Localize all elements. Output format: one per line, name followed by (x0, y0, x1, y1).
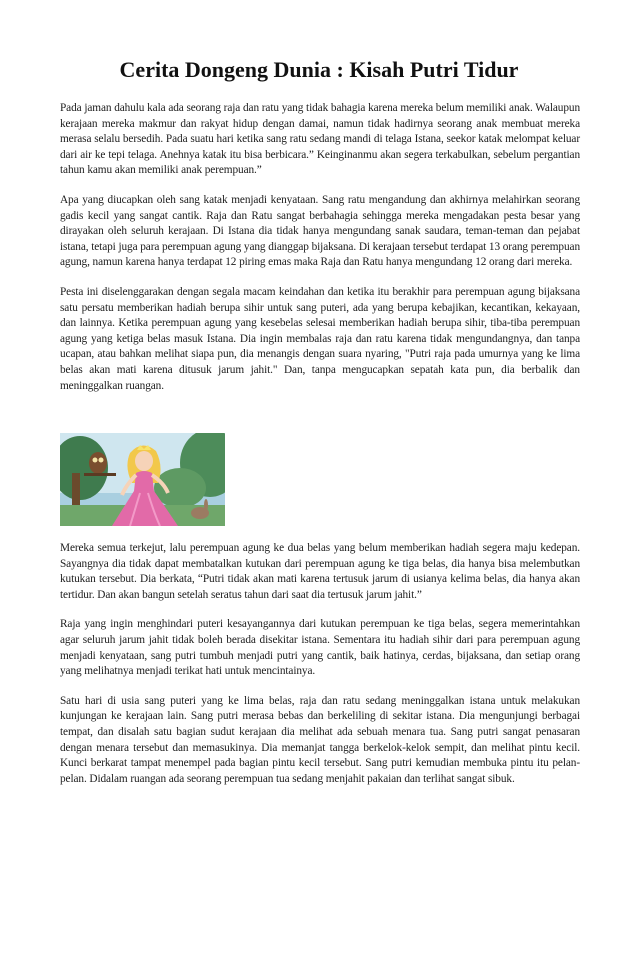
paragraph: Pada jaman dahulu kala ada seorang raja dan ratu yang tidak bahagia karena mereka belum memiliki anak. Walaupun kerajaan mereka makmur dan rakyat hidup dengan damai, namun tidak hadirnya seorang anak membuat mereka merasa selalu bersedih. Pada suatu hari ketika sang ratu sedang mandi di telaga Istana, seekor katak melompat keluar dari air ke tepi telaga. Anehnya katak itu bisa berbicara.” Keinginanmu akan segera terkabulkan, sebelum pergantian tahun kamu akan memiliki anak perempuan.” (60, 102, 580, 177)
paragraph: Satu hari di usia sang puteri yang ke lima belas, raja dan ratu sedang meninggalkan istana untuk melakukan kunjungan ke kerajaan lain. Sang putri merasa bebas dan berkeliling di sekitar istana. Dia mengunjungi berbagai tempat, dan disalah satu bagian sudut kerajaan dia melihat ada sebuah menara tua. Sang putri sangat penasaran dengan menara tersebut dan memasukinya. Dia memanjat tangga berkelok-kelok sempit, dan melihat pintu kecil. Kunci berkarat tampat menempel pada bagian pintu kecil tersebut. Sang putri kemudian membuka pintu itu pelan-pelan. Didalam ruangan ada seorang perempuan tua sedang menjahit pakaian dan terlihat sangat sibuk. (60, 694, 580, 785)
paragraph: Apa yang diucapkan oleh sang katak menjadi kenyataan. Sang ratu mengandung dan akhirnya melahirkan seorang gadis kecil yang sangat cantik. Raja dan Ratu sangat berbahagia sehingga mereka mengadakan pesta besar yang dirayakan oleh seluruh kerajaan. Di Istana dia tidak hanya mengundang sanak saudara, teman-teman dan pejabat istana, tetapi juga para perempuan agung yang dianggap bijaksana. Di kerajaan tersebut terdapat 13 orang perempuan agung, namun karena hanya terdapat 12 piring emas maka Raja dan Ratu hanya mengundang 12 orang dari mereka. (60, 193, 580, 269)
page-title: Cerita Dongeng Dunia : Kisah Putri Tidur (119, 57, 519, 82)
princess-illustration-icon (60, 433, 225, 526)
paragraph: Mereka semua terkejut, lalu perempuan agung ke dua belas yang belum memberikan hadiah segera maju kedepan. Sayangnya dia tidak dapat membatalkan kutukan dari perempuan agung ke tiga belas, dia hanya bisa melembutkan kutukan tersebut. Dia berkata, “Putri tidak akan mati karena tertusuk jarum di usianya kelima belas, dia hanya akan tertidur. Dan akan bangun setelah seratus tahun dari saat dia tertusuk jarum jahit.” (60, 542, 580, 601)
story-section-top (60, 101, 580, 394)
story-section-bottom (60, 541, 580, 787)
paragraph: Pesta ini diselenggarakan dengan segala macam keindahan dan ketika itu berakhir para perempuan agung bijaksana satu persatu memberikan hadiah berupa sihir untuk sang puteri, ada yang berupa kebajikan, kecantikan, kekayaan, dan lainnya. Ketika perempuan agung yang kesebelas selesai memberikan hadiah berupa sihir, tiba-tiba perempuan agung yang ketiga belas masuk Istana. Dia ingin membalas raja dan ratu karena tidak mengundangnya, dan tanpa ucapan, atau bahkan melihat siapa pun, dia menangis dengan suara nyaring, "Putri raja pada umurnya yang ke lima belas akan mati karena ditusuk jarum jahit." Dan, tanpa mengucapkan sepatah kata pun, dia berbalik dan meninggalkan ruangan. (60, 285, 580, 392)
paragraph: Raja yang ingin menghindari puteri kesayangannya dari kutukan perempuan ke tiga belas, segera memerintahkan agar seluruh jarum jahit tidak boleh berada disekitar istana. Sementara itu hadiah sihir dari para perempuan agung menjadi kenyataan, sang putri tumbuh menjadi putri yang cantik, baik hatinya, cerdas, bijaksana, dan setiap orang yang melihatnya menjadi terikat hati untuk mencintainya. (60, 618, 580, 678)
princess-illustration (60, 433, 225, 526)
